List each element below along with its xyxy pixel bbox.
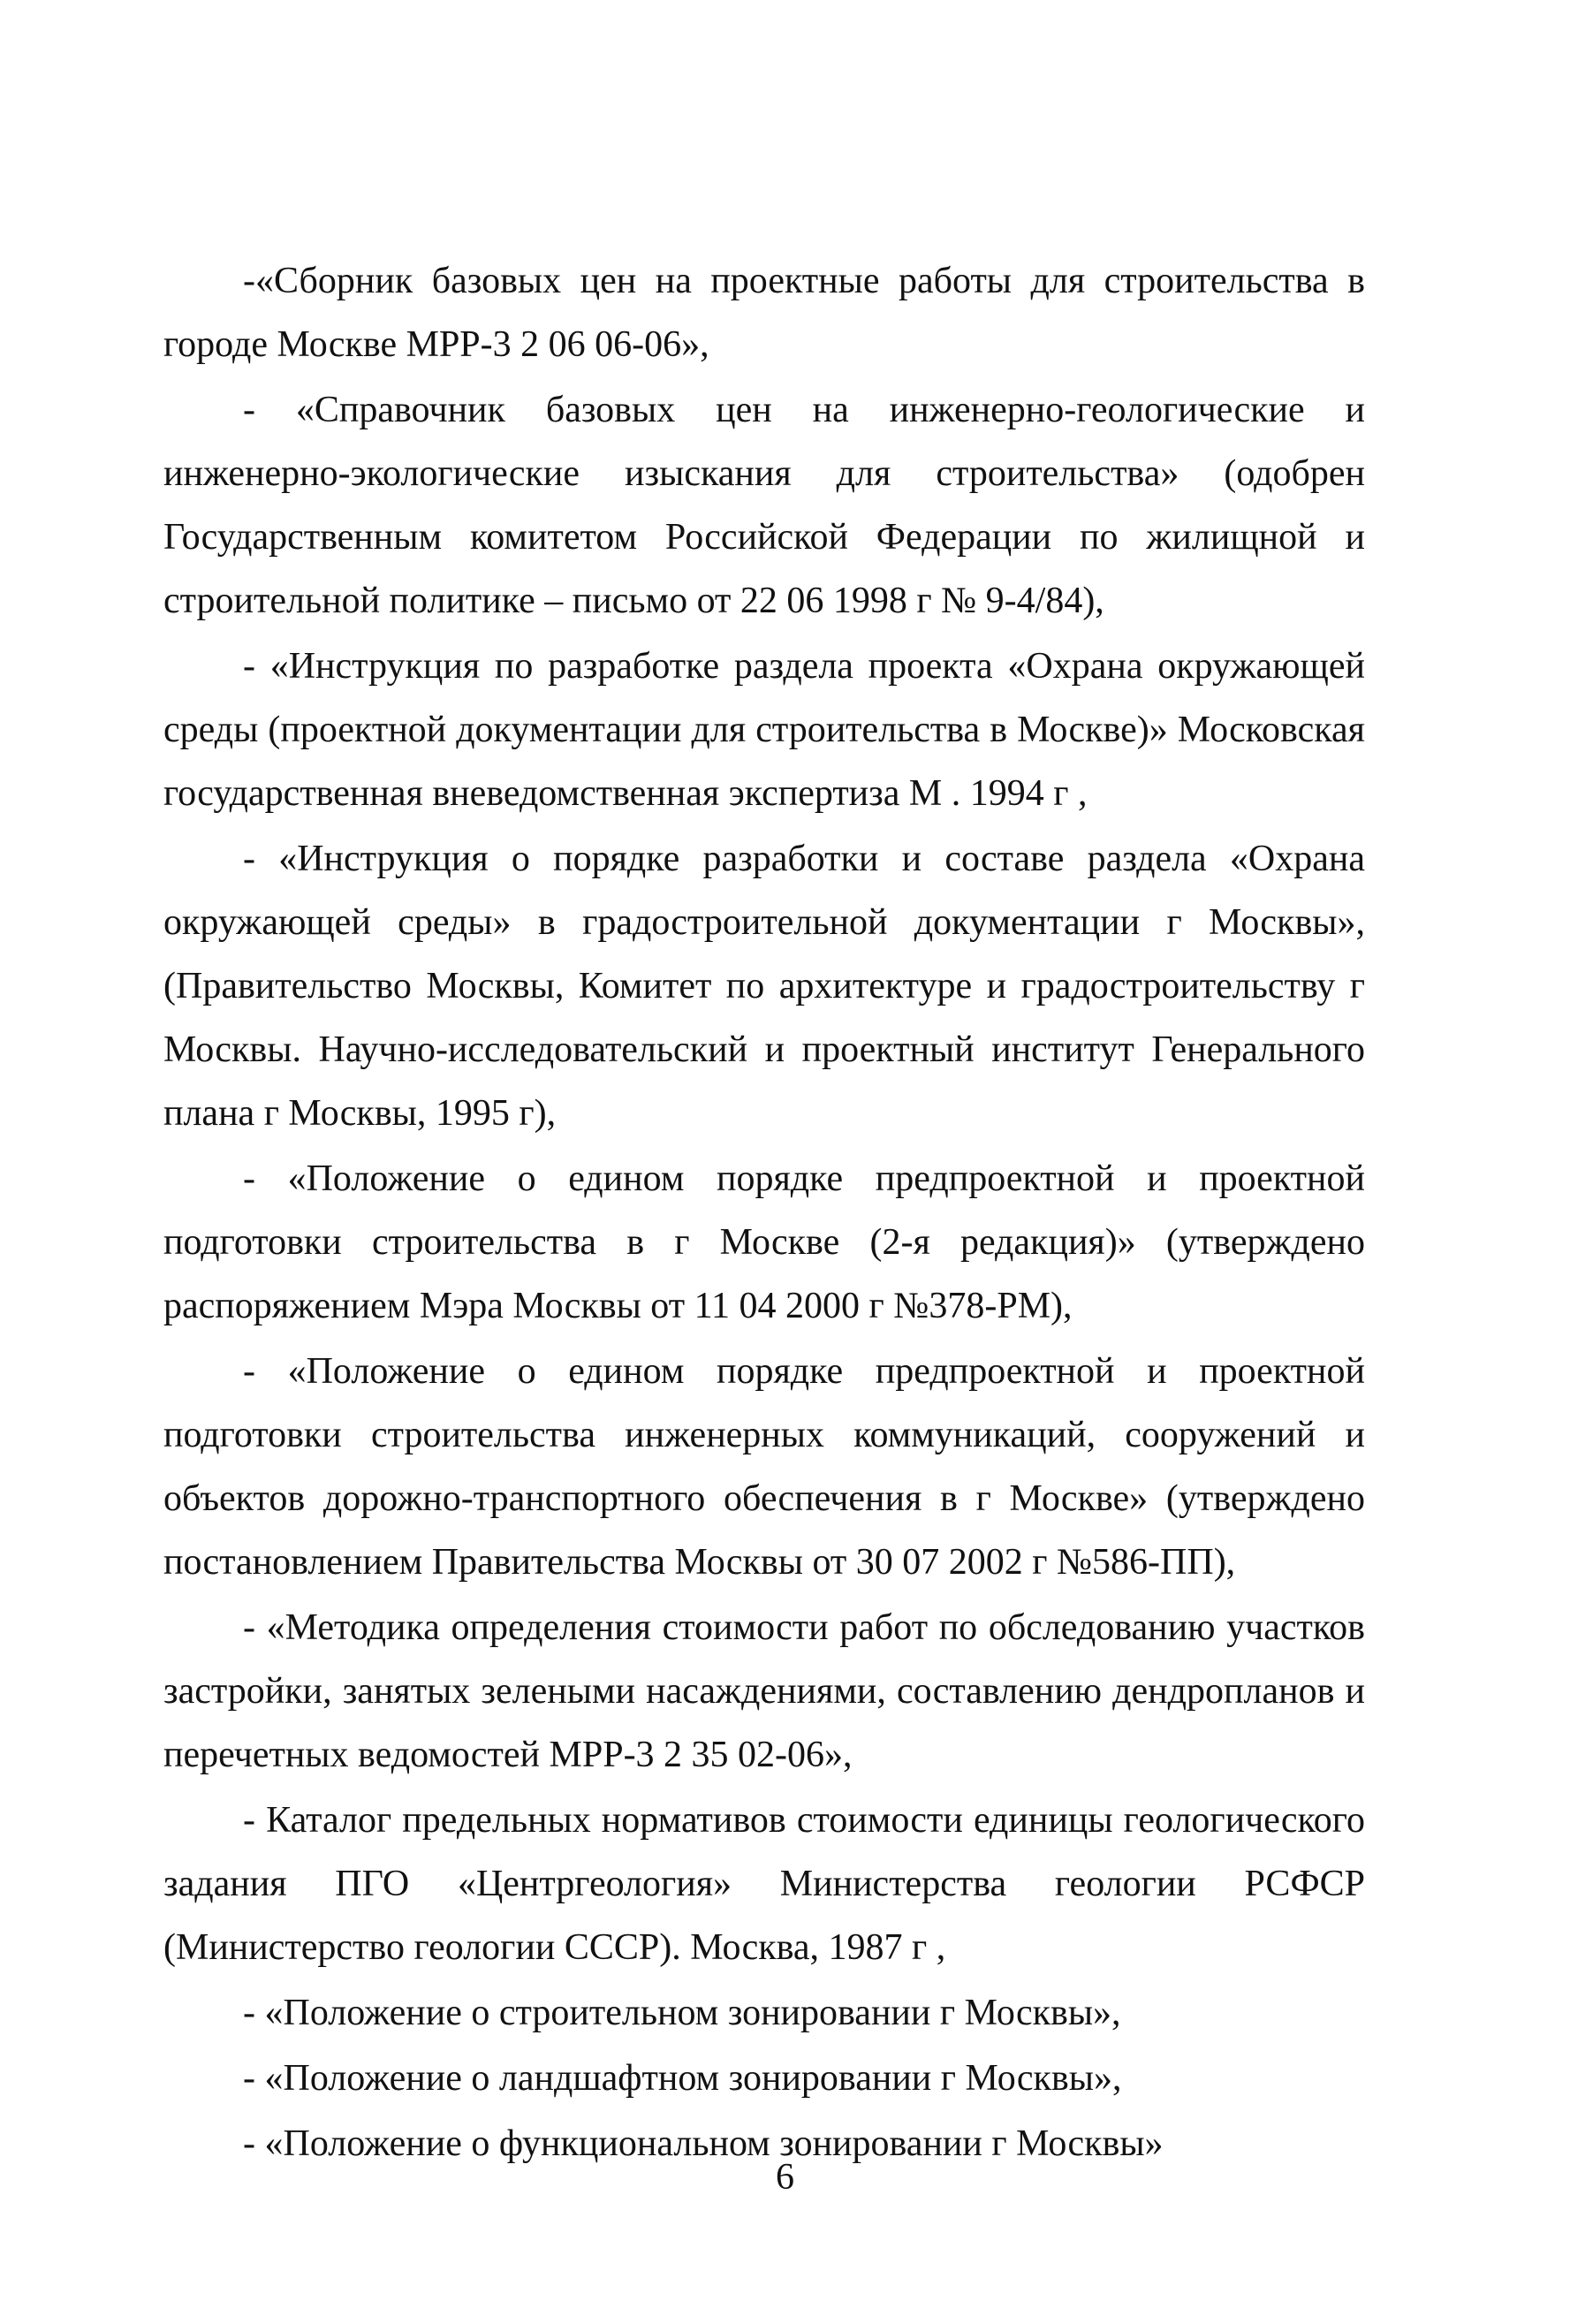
list-item-geology-catalog: - Каталог предельных нормативов стоимости единицы геологического задания ПГО «Центргеология» Министерства геологии РСФСР (Министерство геологии СССР). Москва, 1987 г ,	[163, 1800, 1365, 1968]
list-item-geology-price-reference: - «Справочник базовых цен на инженерно-геологические и инженерно-экологические изыскания для строительства» (одобрен Государственным комитетом Российской Федерации по жилищной и строительной политике – письмо от 22 06 1998 г № 9-4/84),	[163, 390, 1365, 621]
list-item-mrr-3-2-06-06-06: -«Сборник базовых цен на проектные работы для строительства в городе Москве МРР-3 2 06 06-06»,	[163, 261, 1365, 365]
list-item-environment-instruction: - «Инструкция по разработке раздела проекта «Охрана окружающей среды (проектной документации для строительства в Москве)» Московская государственная вневедомственная экспертиза М . 1994 г ,	[163, 646, 1365, 814]
list-item-construction-zoning: - «Положение о строительном зонировании г Москвы»,	[243, 1993, 1121, 2033]
list-item-design-procedure-regulation: - «Положение о едином порядке предпроектной и проектной подготовки строительства в г Москве (2-я редакция)» (утверждено распоряжением Мэра Москвы от 11 04 2000 г №378-РМ),	[163, 1158, 1365, 1326]
list-item-functional-zoning: - «Положение о функциональном зонировании г Москвы»	[243, 2123, 1164, 2164]
list-item-green-survey-methodology: - «Методика определения стоимости работ по обследованию участков застройки, занятых зелеными насаждениями, составлению дендропланов и перечетных ведомостей МРР-3 2 35 02-06»,	[163, 1607, 1365, 1775]
document-body	[163, 249, 1365, 2177]
list-item-landscape-zoning: - «Положение о ландшафтном зонировании г Москвы»,	[243, 2058, 1122, 2099]
page-number: 6	[776, 2157, 794, 2198]
list-item-engineering-utilities-regulation: - «Положение о едином порядке предпроектной и проектной подготовки строительства инженерных коммуникаций, сооружений и объектов дорожно-транспортного обеспечения в г Москве» (утверждено постановлением Правительства Москвы от 30 07 2002 г №586-ПП),	[163, 1351, 1365, 1583]
list-item-environment-section-instruction: - «Инструкция о порядке разработки и составе раздела «Охрана окружающей среды» в градостроительной документации г Москвы», (Правительство Москвы, Комитет по архитектуре и градостроительству г Москвы. Научно-исследовательский и проектный институт Генерального плана г Москвы, 1995 г),	[163, 839, 1365, 1134]
